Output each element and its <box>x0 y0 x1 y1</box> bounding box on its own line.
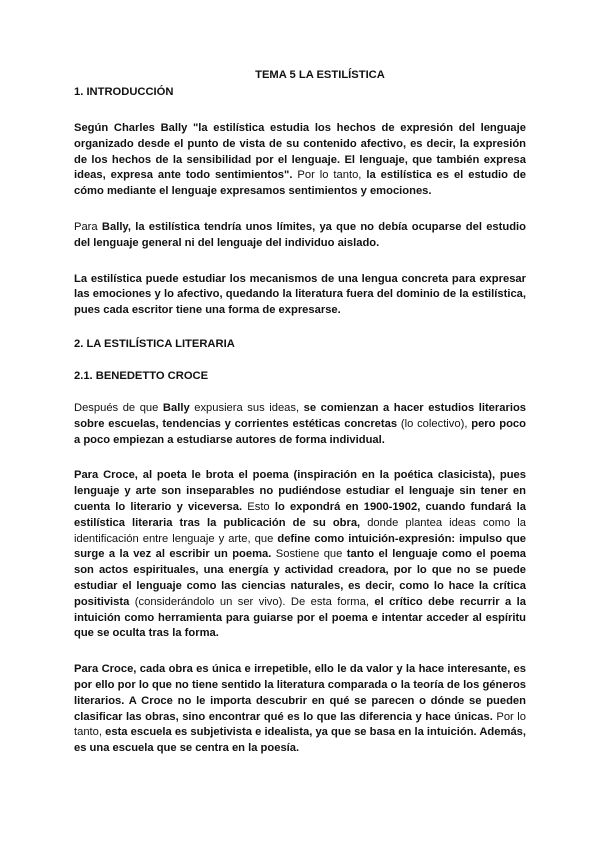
plain-text: Después de que <box>74 401 163 414</box>
bold-text: define como intuición-expresión: impulso que surge a la vez al escribir un poema. <box>74 532 527 561</box>
paragraph-intro-bally-definition <box>74 121 526 200</box>
bold-text: Bally <box>101 220 128 233</box>
paragraph-croce-poema <box>74 468 526 642</box>
plain-text: (lo colectivo), <box>397 417 472 430</box>
bold-text: La estilística puede estudiar los mecanismos de una lengua concreta para expresar las emociones y lo afectivo, quedando la literatura fuera del dominio de la estilística, pues cada escritor tiene una forma de expresarse. <box>74 272 526 317</box>
paragraph-croce-context <box>74 401 526 448</box>
plain-text: Para <box>74 220 102 233</box>
bold-text: Bally <box>162 401 190 414</box>
document-title: TEMA 5 LA ESTILÍSTICA <box>255 69 385 81</box>
plain-text: Esto <box>242 500 275 513</box>
plain-text: expusiera sus ideas, <box>189 401 304 414</box>
bold-text: Para Croce, al poeta le brota el poema (inspiración en la poética clasicista), pues lenguaje y arte son inseparables no pudiéndose estudiar el lenguaje sin tener en cuenta lo literario y viceversa. <box>74 469 526 513</box>
bold-text: pero poco a poco empiezan a estudiarse autores de forma individual. <box>74 417 526 446</box>
plain-text: donde plantea ideas como la identificación entre lenguaje y arte, que <box>74 516 526 545</box>
bold-text: esta escuela es subjetivista e idealista, ya que se basa en la intuición. Además, es una escuela que se centra en la poesía. <box>74 726 526 755</box>
section-heading-introduccion: 1. INTRODUCCIÓN <box>74 86 174 98</box>
plain-text: Por lo tanto, <box>74 710 527 739</box>
bold-text: se comienzan a hacer estudios literarios sobre escuelas, tendencias y corrientes estéticas concretas <box>74 401 526 430</box>
paragraph-bally-limits <box>74 220 526 252</box>
bold-text: , la estilística tendría unos límites, ya que no debía ocuparse del estudio del lenguaje general ni del lenguaje del individuo aislado. <box>74 220 526 249</box>
bold-text: lo expondrá en 1900-1902, cuando fundará la estilística literaria tras la publicación de su obra, <box>74 500 526 529</box>
section-heading-estilistica-literaria: 2. LA ESTILÍSTICA LITERARIA <box>74 337 235 350</box>
plain-text: Por lo tanto, <box>292 169 367 182</box>
paragraph-estilistica-mecanismos <box>74 272 526 319</box>
bold-text: el crítico debe recurrir a la intuición como herramienta para guiarse por el poema e intentar acceder al espíritu que se oculta tras la forma. <box>74 595 526 640</box>
plain-text: Sostiene que <box>271 548 347 561</box>
subsection-heading-benedetto-croce: 2.1. BENEDETTO CROCE <box>74 369 209 382</box>
paragraph-croce-obra-unica <box>74 662 526 757</box>
bold-text: Para Croce, cada obra es única e irrepetible, ello le da valor y la hace interesante, es por ello por lo que no tiene sentido la literatura comparada o la teoría de los géneros literarios. A Croce no le importa descubrir en qué se parecen o dónde se pueden clasificar las obras, sino encontrar qué es lo que las diferencia y hace únicas. <box>74 663 526 723</box>
bold-text: Según Charles Bally "la estilística estudia los hechos de expresión del lenguaje organizado desde el punto de vista de su contenido afectivo, es decir, la expresión de los hechos de la sensibilidad por el lenguaje. El lenguaje, que también expresa ideas, expresa ante todo sentimientos". <box>74 122 526 182</box>
bold-text: la estilística es el estudio de cómo mediante el lenguaje expresamos sentimientos y emociones. <box>74 169 527 198</box>
bold-text: tanto el lenguaje como el poema son actos espirituales, una energía y actividad creadora, por lo que no se puede estudiar el lenguaje como las ciencias naturales, es decir, como lo hace la crítica positivista <box>74 548 526 608</box>
plain-text: (considerándolo un ser vivo). De esta forma, <box>129 595 375 608</box>
